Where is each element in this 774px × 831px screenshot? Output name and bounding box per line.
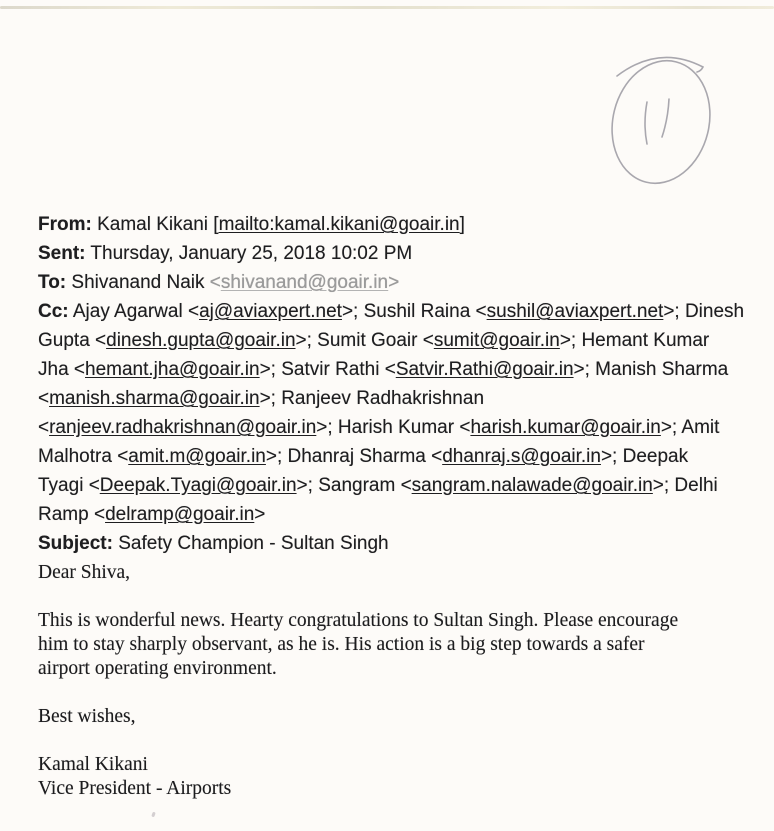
header-line: [38, 413, 752, 442]
email-address-link: aj@aviaxpert.net: [199, 301, 342, 322]
handwritten-digit-one-right: [662, 99, 669, 137]
header-text: <: [209, 272, 221, 293]
header-text: >; Manish Sharma: [573, 359, 729, 380]
header-text: >; Amit: [660, 417, 720, 438]
scanner-edge-artifact: [0, 6, 774, 9]
email-header-lines: [38, 210, 752, 558]
header-text: Ajay Agarwal <: [68, 301, 200, 322]
header-line: [38, 471, 752, 500]
body-line: him to stay sharply observant, as he is. His action is a big step towards a safer: [38, 634, 645, 655]
header-line: [38, 500, 752, 529]
header-text: >; Satvir Rathi <: [259, 359, 396, 380]
header-text: <: [38, 417, 50, 438]
header-field-label: Subject:: [38, 533, 113, 554]
body-line: [38, 729, 752, 753]
header-line: [38, 384, 752, 413]
email-address-link: hemant.jha@goair.in: [85, 359, 260, 380]
header-line: [38, 268, 752, 297]
header-text: Kamal Kikani [: [91, 214, 219, 235]
email-address-link: mailto:kamal.kikani@goair.in: [218, 214, 460, 235]
pencil-overstroke-arc: [617, 57, 703, 76]
pencil-circle: [599, 50, 722, 194]
email-address-link: sushil@aviaxpert.net: [486, 301, 664, 322]
header-line: [38, 355, 752, 384]
email-address-link: dinesh.gupta@goair.in: [106, 330, 296, 351]
email-address-link: shivanand@goair.in: [220, 272, 389, 293]
header-field-label: Sent:: [38, 243, 86, 264]
body-line: [38, 681, 752, 705]
header-line: [38, 297, 752, 326]
header-line: [38, 442, 752, 471]
handwritten-digit-one-left: [645, 102, 647, 144]
header-line: [38, 239, 752, 268]
email-address-link: dhanraj.s@goair.in: [442, 446, 601, 467]
header-text: >: [388, 272, 400, 293]
body-line: Dear Shiva,: [38, 562, 131, 583]
header-text: >; Sumit Goair <: [295, 330, 434, 351]
email-address-link: sumit@goair.in: [433, 330, 560, 351]
email-address-link: harish.kumar@goair.in: [470, 417, 661, 438]
scan-speck: [151, 812, 156, 818]
email-address-link: sangram.nalawade@goair.in: [411, 475, 653, 496]
header-text: >; Deepak: [600, 446, 689, 467]
header-text: >; Ranjeev Radhakrishnan: [259, 388, 485, 409]
header-text: >; Dinesh: [663, 301, 745, 322]
body-line: airport operating environment.: [38, 658, 277, 679]
header-field-label: From:: [38, 214, 92, 235]
body-line: [38, 585, 752, 609]
header-text: >; Delhi: [652, 475, 718, 496]
header-text: Malhotra <: [38, 446, 129, 467]
email-address-link: Satvir.Rathi@goair.in: [395, 359, 574, 380]
body-line: Best wishes,: [38, 706, 136, 727]
header-text: Ramp <: [38, 504, 106, 525]
header-text: >; Sushil Raina <: [341, 301, 487, 322]
header-text: >; Harish Kumar <: [316, 417, 471, 438]
email-address-link: Deepak.Tyagi@goair.in: [99, 475, 297, 496]
body-line: Vice President - Airports: [38, 778, 232, 799]
header-text: >: [254, 504, 266, 525]
email-body-lines: [38, 561, 752, 801]
header-field-label: Cc:: [38, 301, 69, 322]
header-line: [38, 210, 752, 239]
header-text: Safety Champion - Sultan Singh: [112, 533, 389, 554]
header-text: <: [38, 388, 50, 409]
header-text: Jha <: [38, 359, 86, 380]
header-text: Thursday, January 25, 2018 10:02 PM: [85, 243, 413, 264]
body-line: This is wonderful news. Hearty congratulations to Sultan Singh. Please encourage: [38, 610, 679, 631]
header-line: [38, 326, 752, 355]
header-text: >; Dhanraj Sharma <: [265, 446, 443, 467]
header-text: ]: [459, 214, 465, 235]
email-address-link: ranjeev.radhakrishnan@goair.in: [49, 417, 317, 438]
header-text: Tyagi <: [38, 475, 100, 496]
email-address-link: delramp@goair.in: [105, 504, 255, 525]
header-text: Shivanand Naik: [66, 272, 210, 293]
header-text: >; Sangram <: [296, 475, 412, 496]
email-address-link: manish.sharma@goair.in: [49, 388, 260, 409]
handwritten-page-number-annotation: [595, 40, 745, 200]
header-line: [38, 529, 752, 558]
header-field-label: To:: [38, 272, 67, 293]
email-address-link: amit.m@goair.in: [128, 446, 266, 467]
body-line: Kamal Kikani: [38, 754, 148, 775]
header-text: >; Hemant Kumar: [559, 330, 710, 351]
header-text: Gupta <: [38, 330, 107, 351]
